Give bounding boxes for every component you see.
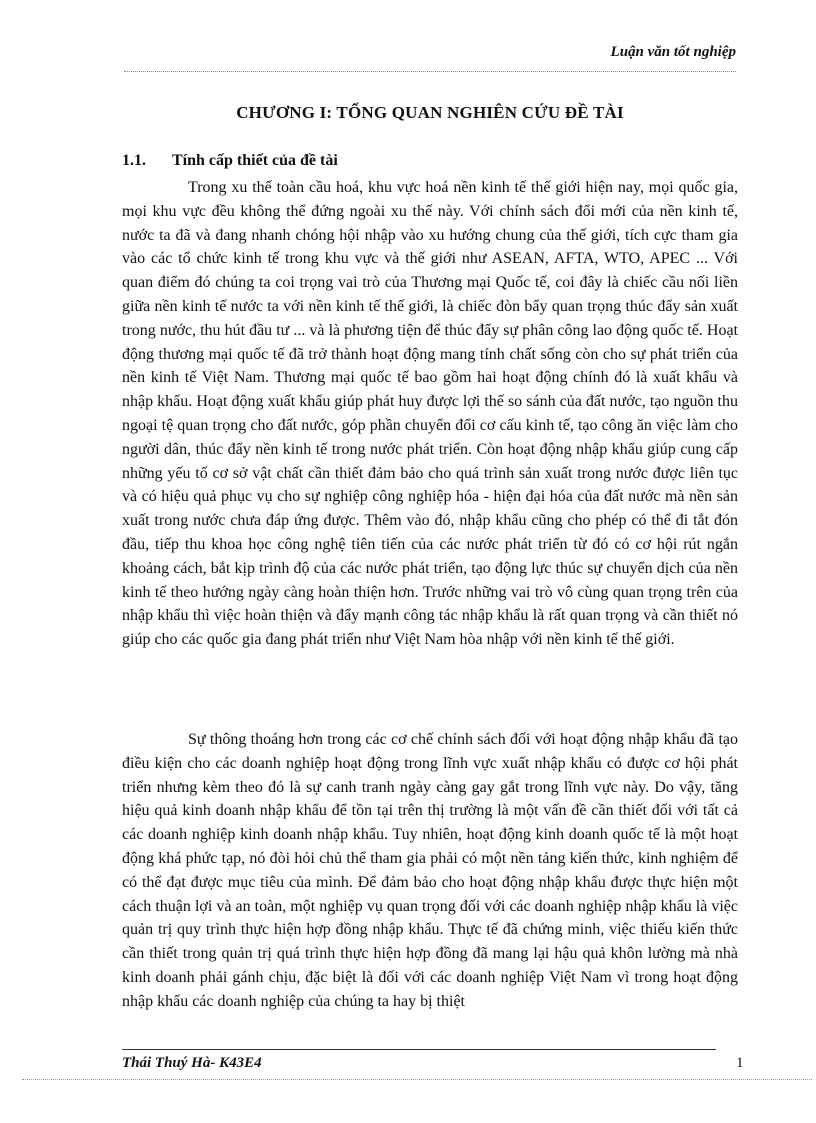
paragraph: Trong xu thế toàn cầu hoá, khu vực hoá nền kinh tế thế giới hiện nay, mọi quốc gia, mọi khu vực đều không thể đứng ngoài xu thế này. Với chính sách đổi mới của nền kinh tế, nước ta đã và đang nhanh chóng hội nhập vào xu hướng chung của thế giới, tích cực tham gia vào các tổ chức kinh tế trong khu vực và thế giới như ASEAN, AFTA, WTO, APEC ... Với quan điểm đó chúng ta coi trọng vai trò của Thương mại Quốc tế, coi đây là chiếc cầu nối liền giữa nền kinh tế nước ta với nền kinh tế thế giới, là chiếc đòn bẩy quan trọng thúc đẩy sản xuất trong nước, thu hút đầu tư ... và là phương tiện để thúc đẩy sự phân công lao động quốc tế. Hoạt động thương mại quốc tế đã trở thành hoạt động mang tính chất sống còn cho sự phát triển của nền kinh tế Việt Nam. Thương mại quốc tế bao gồm hai hoạt động chính đó là xuất khẩu và nhập khẩu. Hoạt động xuất khẩu giúp phát huy được lợi thế so sánh của đất nước, tạo nguồn thu ngoại tệ quan trọng cho đất nước, góp phần chuyển đổi cơ cấu kinh tế, tạo công ăn việc làm cho người dân, thúc đẩy nền kinh tế trong nước phát triển. Còn hoạt động nhập khẩu giúp cung cấp những yếu tố cơ sở vật chất cần thiết đảm bảo cho quá trình sản xuất trong nước được liên tục và có hiệu quả phục vụ cho sự nghiệp công nghiệp hóa - hiện đại hóa của đất nước mà nền sản xuất trong nước chưa đáp ứng được. Thêm vào đó, nhập khẩu cũng cho phép có thể đi tắt đón đầu, tiếp thu khoa học công nghệ tiên tiến của các nước phát triển từ đó có cơ hội rút ngắn khoảng cách, bắt kịp trình độ của các nước phát triển, tạo động lực thúc sự chuyển dịch của nền kinh tế theo hướng ngày càng hoàn thiện hơn. Trước những vai trò vô cùng quan trọng trên của nhập khẩu thì việc hoàn thiện và đẩy mạnh công tác nhập khẩu là rất quan trọng và cần thiết nó giúp cho các quốc gia đang phát triển như Việt Nam hòa nhập với nền kinh tế thế giới. [122, 179, 738, 649]
header-divider [124, 71, 736, 72]
body-text-block-1 [122, 176, 738, 652]
section-title: Tính cấp thiết của đề tài [172, 152, 338, 169]
running-header: Luận văn tốt nghiệp [610, 44, 736, 60]
section-heading [122, 152, 338, 170]
body-text-block-2 [122, 728, 738, 1014]
page-number: 1 [736, 1055, 744, 1071]
page-bottom-border [22, 1079, 812, 1080]
section-number: 1.1. [122, 152, 146, 169]
footer-author: Thái Thuý Hà- K43E4 [122, 1055, 262, 1071]
chapter-title: CHƯƠNG I: TỔNG QUAN NGHIÊN CỨU ĐỀ TÀI [236, 103, 624, 122]
footer-divider [122, 1049, 716, 1050]
paragraph: Sự thông thoáng hơn trong các cơ chế chính sách đối với hoạt động nhập khẩu đã tạo điều kiện cho các doanh nghiệp hoạt động trong lĩnh vực xuất nhập khẩu có được cơ hội phát triển nhưng kèm theo đó là sự canh tranh ngày càng gay gắt trong lĩnh vực này. Do vậy, tăng hiệu quả kinh doanh nhập khẩu để tồn tại trên thị trường là một vấn đề cần thiết đối với tất cả các doanh nghiệp kinh doanh nhập khẩu. Tuy nhiên, hoạt động kinh doanh quốc tế là một hoạt động khá phức tạp, nó đòi hỏi chủ thể tham gia phải có một nền tảng kiến thức, kinh nghiệm để có thể đạt được mục tiêu của mình. Để đảm bảo cho hoạt động nhập khẩu được thực hiện một cách thuận lợi và an toàn, một nghiệp vụ quan trọng đối với các doanh nghiệp nhập khẩu là việc quản trị quy trình thực hiện hợp đồng nhập khẩu. Thực tế đã chứng minh, việc thiếu kiến thức cần thiết trong quản trị quá trình thực hiện hợp đồng đã mang lại hậu quả khôn lường mà nhà kinh doanh phải gánh chịu, đặc biệt là đối với các doanh nghiệp Việt Nam vì trong hoạt động nhập khẩu các doanh nghiệp của chúng ta hay bị thiệt [122, 731, 738, 1010]
